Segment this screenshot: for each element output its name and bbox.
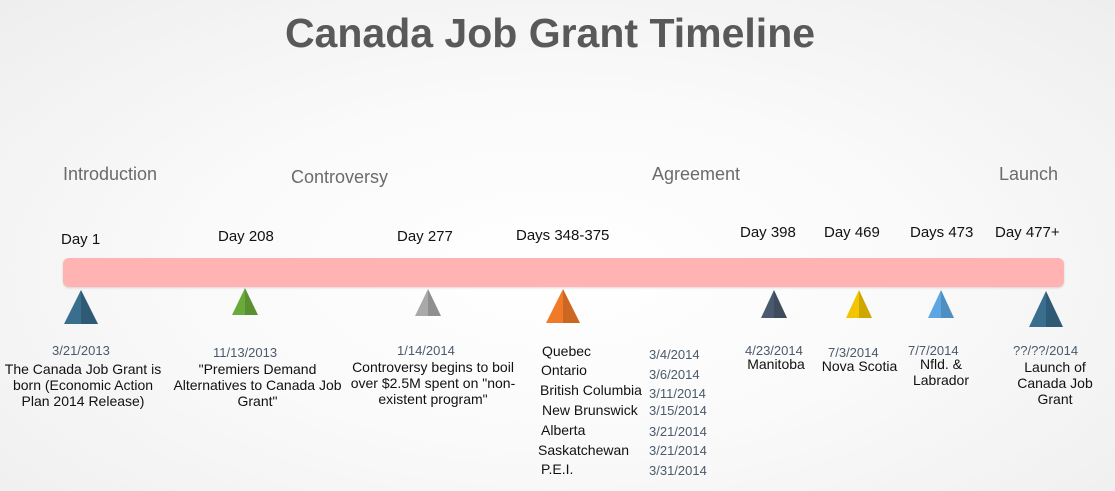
- event-description: "Premiers Demand Alternatives to Canada Job Grant": [173, 361, 342, 409]
- agreement-date: 3/6/2014: [649, 367, 700, 382]
- day-label: Days 473: [910, 224, 974, 241]
- phase-introduction: Introduction: [63, 164, 158, 184]
- event-description: Controversy begins to boil over $2.5M spent on "non-existent program": [350, 359, 516, 407]
- phase-launch: Launch: [999, 164, 1059, 184]
- province-name: Saskatchewan: [538, 442, 630, 458]
- event-description: Nfld. & Labrador: [912, 356, 970, 388]
- event-date: 7/3/2014: [828, 345, 879, 360]
- province-name: Quebec: [542, 343, 592, 359]
- day-label: Day 477+: [995, 224, 1060, 241]
- triangle-marker-icon: [62, 288, 100, 326]
- triangle-marker-icon: [927, 289, 955, 319]
- triangle-marker-icon: [845, 289, 873, 319]
- province-name: Alberta: [541, 422, 586, 438]
- event-date: 7/7/2014: [908, 343, 959, 358]
- event-date: 4/23/2014: [745, 343, 803, 358]
- phase-controversy: Controversy: [291, 167, 389, 187]
- event-date: 11/13/2013: [213, 345, 278, 360]
- triangle-marker-icon: [760, 289, 788, 319]
- agreement-date: 3/21/2014: [649, 443, 707, 458]
- event-date: 1/14/2014: [397, 343, 455, 358]
- province-name: Ontario: [541, 362, 587, 378]
- event-description: Manitoba: [747, 356, 805, 372]
- agreement-date: 3/21/2014: [649, 424, 707, 439]
- day-label: Day 208: [218, 228, 274, 245]
- triangle-marker-icon: [231, 287, 259, 316]
- day-label: Day 1: [61, 231, 101, 248]
- phase-agreement: Agreement: [652, 164, 741, 184]
- event-description: The Canada Job Grant is born (Economic Action Plan 2014 Release): [4, 361, 162, 409]
- province-name: New Brunswick: [542, 402, 638, 418]
- page-title: Canada Job Grant Timeline: [284, 10, 816, 56]
- event-description: Launch of Canada Job Grant: [1017, 359, 1093, 407]
- agreement-date: 3/11/2014: [649, 386, 706, 401]
- triangle-marker-icon: [1027, 289, 1065, 329]
- timeline-bar: [63, 258, 1064, 287]
- day-label: Day 277: [397, 228, 453, 245]
- agreement-date: 3/4/2014: [649, 347, 700, 362]
- province-name: P.E.I.: [541, 461, 574, 477]
- event-date: 3/21/2013: [52, 343, 110, 358]
- day-label: Days 348-375: [516, 227, 610, 244]
- event-description: Nova Scotia: [821, 358, 898, 374]
- day-label: Day 398: [740, 224, 796, 241]
- province-name: British Columbia: [540, 382, 642, 398]
- agreement-date: 3/31/2014: [649, 463, 707, 478]
- event-date: ??/??/2014: [1013, 343, 1079, 358]
- agreement-date: 3/15/2014: [649, 403, 707, 418]
- triangle-marker-icon: [545, 287, 581, 325]
- triangle-marker-icon: [414, 288, 442, 317]
- day-label: Day 469: [824, 224, 880, 241]
